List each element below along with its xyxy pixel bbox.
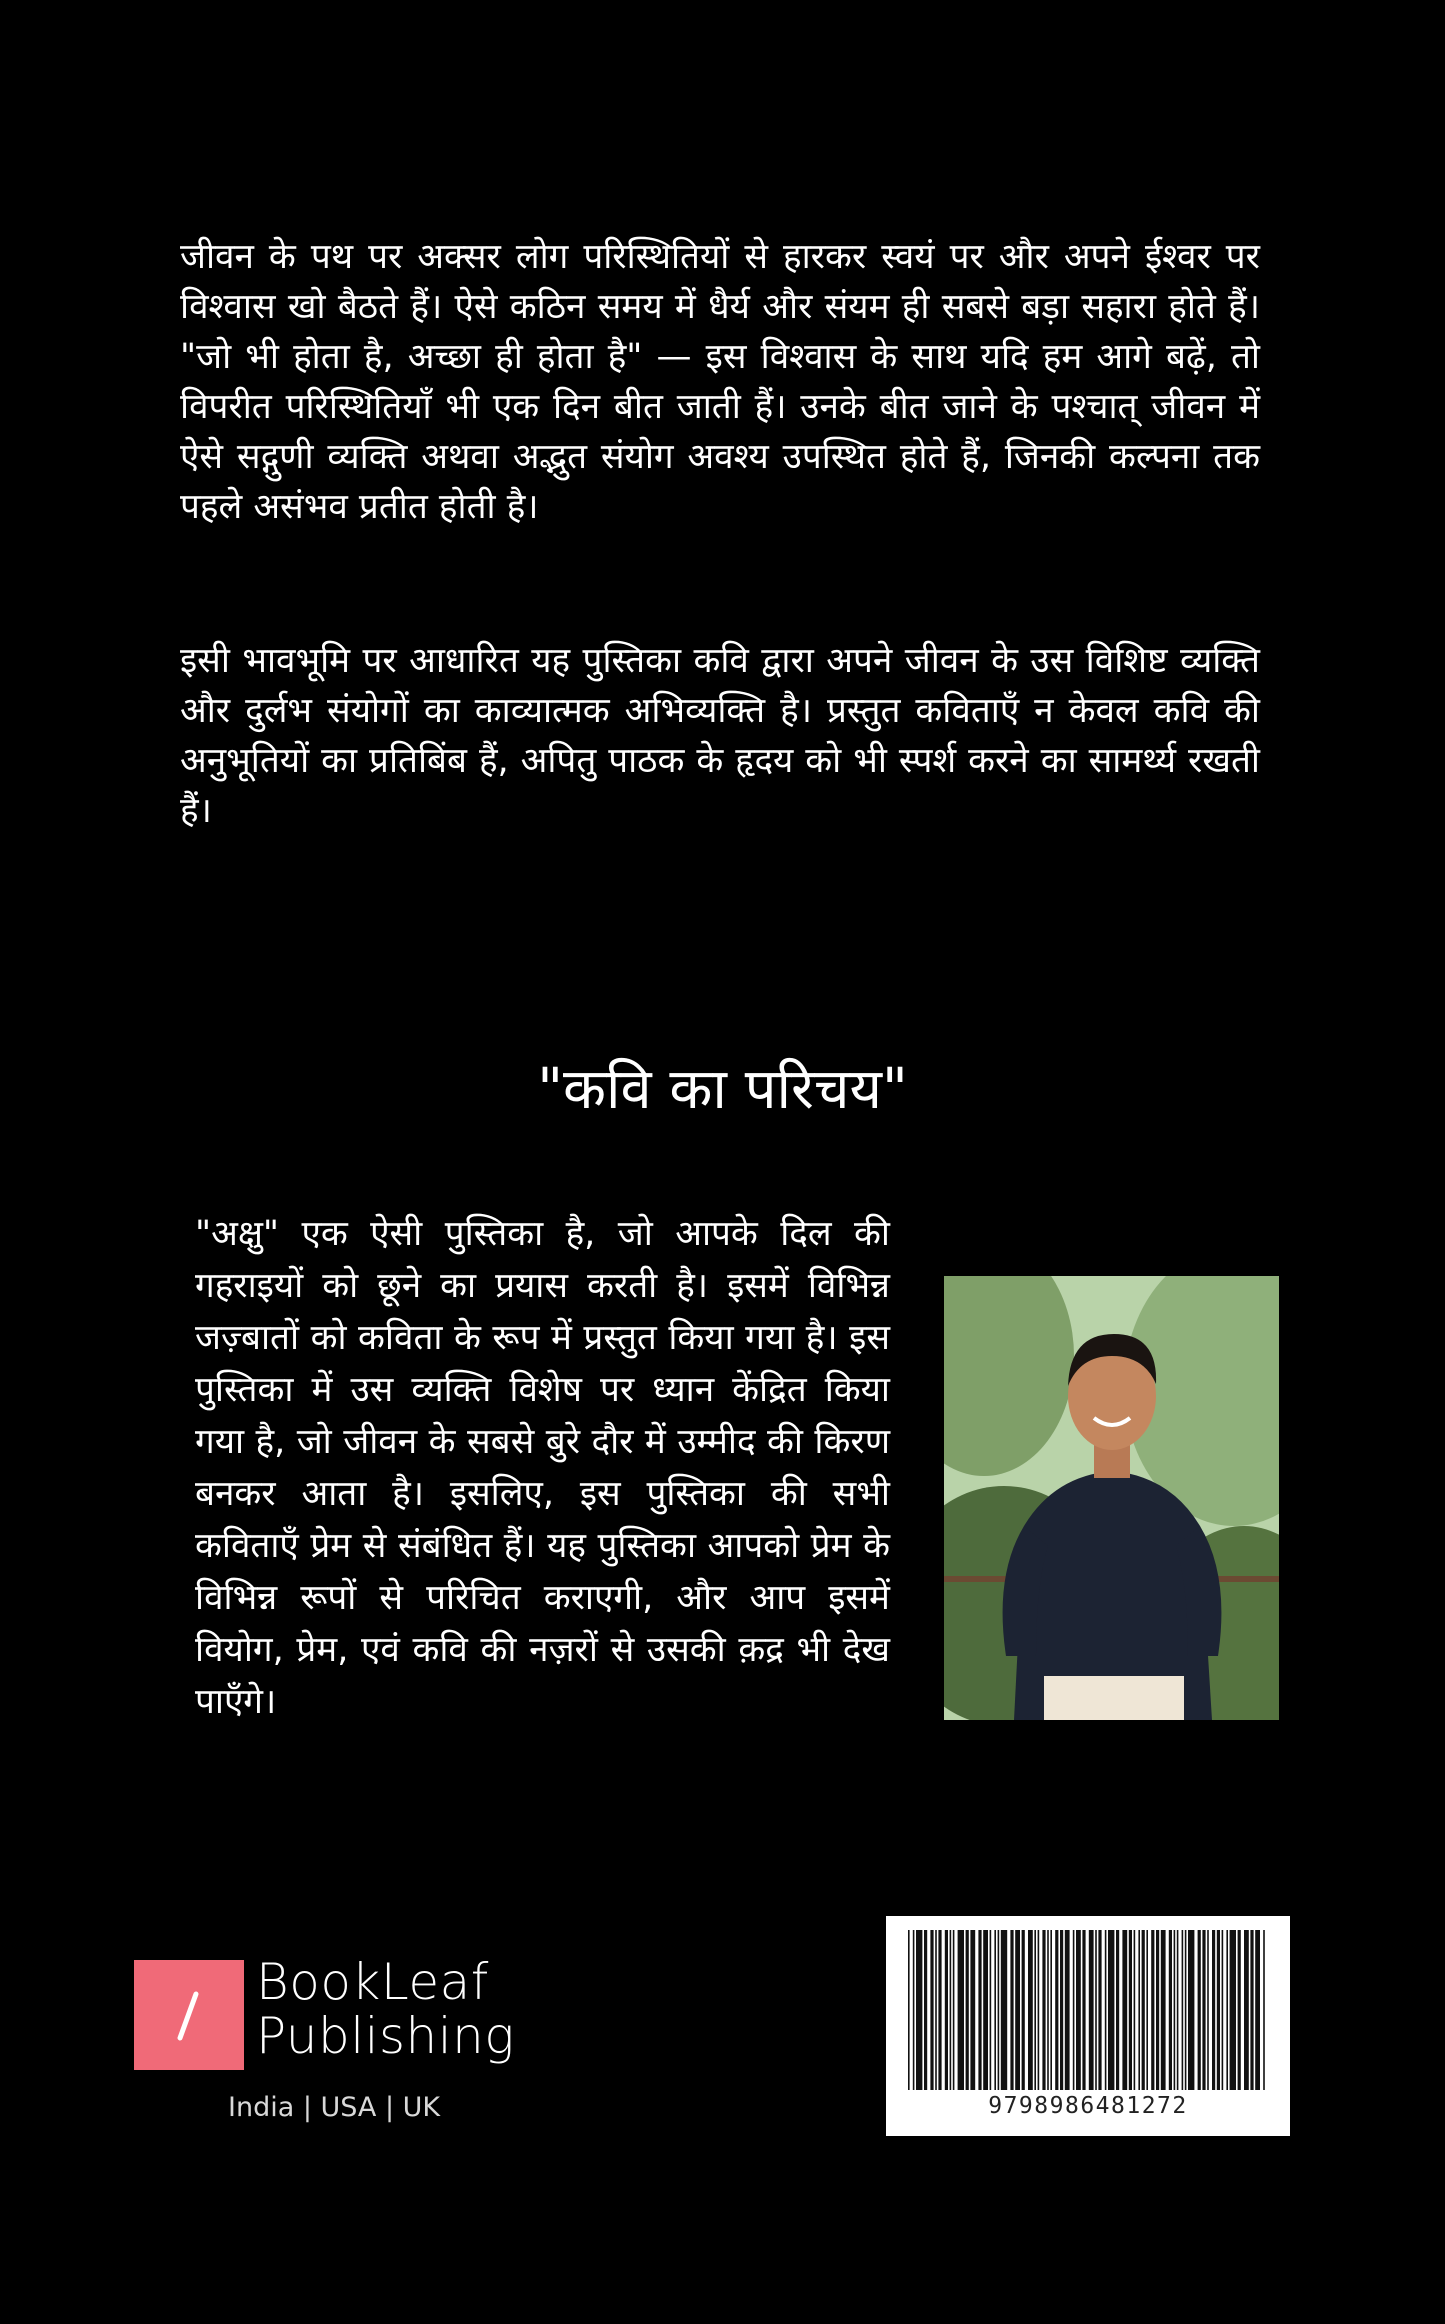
barcode-bar [1050, 1930, 1052, 2090]
barcode-bar [1038, 1930, 1040, 2090]
barcode-bar [1151, 1930, 1154, 2090]
barcode-bar [1177, 1930, 1179, 2090]
barcode-bar [913, 1930, 915, 2090]
barcode-bar [958, 1930, 964, 2090]
barcode-bar [1122, 1930, 1127, 2090]
barcode-bar [1134, 1930, 1136, 2090]
barcode-bar [1116, 1930, 1119, 2090]
barcode-bar [1263, 1930, 1265, 2090]
barcode-bar [1001, 1930, 1007, 2090]
barcode-bar [1185, 1930, 1187, 2090]
barcode-bar [1202, 1930, 1205, 2090]
barcode-bar [998, 1930, 1000, 2090]
barcode-bar [1250, 1930, 1253, 2090]
barcode-bar [1207, 1930, 1209, 2090]
barcode-bar [966, 1930, 969, 2090]
barcode-bar [953, 1930, 955, 2090]
barcode-bar [990, 1930, 992, 2090]
poet-intro-text: "अक्षु" एक ऐसी पुस्तिका है, जो आपके दिल की गहराइयों को छूने का प्रयास करती है। इसमें विभिन्न जज़्बातों को कविता के रूप में प्रस्तुत किया गया है। इस पुस्तिका में उस व्यक्ति विशेष पर ध्यान केंद्रित किया गया है, जो जीवन के सबसे बुरे दौर में उम्मीद की किरण बनकर आता है। इसलिए, इस पुस्तिका की सभी कविताएँ प्रेम से संबंधित हैं। यह पुस्तिका आपको प्रेम के विभिन्न रूपों से परिचित कराएगी, और आप इसमें वियोग, प्रेम, एवं कवि की नज़रों से उसकी क़द्र भी देख पाएँगे। [195, 1214, 890, 1722]
barcode-bar [1108, 1930, 1114, 2090]
barcode-bar [1010, 1930, 1013, 2090]
barcode-bar [930, 1930, 933, 2090]
barcode-bar [1142, 1930, 1145, 2090]
barcode-bar [1028, 1930, 1033, 2090]
barcode-bar [983, 1930, 988, 2090]
barcode-bar [1244, 1930, 1249, 2090]
barcode-bar [1226, 1930, 1228, 2090]
isbn-number: 9798986481272 [988, 2093, 1188, 2119]
barcode-bar [1098, 1930, 1101, 2090]
blurb-paragraph-1: जीवन के पथ पर अक्सर लोग परिस्थितियों से हारकर स्वयं पर और अपने ईश्वर पर विश्वास खो बैठते हैं। ऐसे कठिन समय में धैर्य और संयम ही सबसे बड़ा सहारा होते हैं। "जो भी होता है, अच्छा ही होता है" — इस विश्वास के साथ यदि हम आगे बढ़ें, तो विपरीत परिस्थितियाँ भी एक दिन बीत जाती हैं। उनके बीत जाने के पश्चात् जीवन में ऐसे सद्गुणी व्यक्ति अथवा अद्भुत संयोग अवश्य उपस्थित होते हैं, जिनकी कल्पना तक पहले असंभव प्रतीत होती है। [180, 237, 1260, 527]
publisher-logo-mark [134, 1960, 244, 2070]
barcode-bar [1095, 1930, 1097, 2090]
barcode-bar [1022, 1930, 1025, 2090]
barcode-bar [1060, 1930, 1063, 2090]
barcode-bar [1238, 1930, 1241, 2090]
barcode-bar [1089, 1930, 1094, 2090]
barcode-bar [1217, 1930, 1220, 2090]
isbn-barcode [886, 1916, 1290, 2136]
barcode-bar [916, 1930, 922, 2090]
barcode-bar [1212, 1930, 1215, 2090]
barcode-bar [950, 1930, 952, 2090]
barcode-bar [1073, 1930, 1075, 2090]
barcode-bar [994, 1930, 996, 2090]
publisher-logo [134, 1953, 534, 2123]
barcode-bar [1082, 1930, 1085, 2090]
barcode-bar [1076, 1930, 1081, 2090]
barcode-bar [1138, 1930, 1140, 2090]
barcode-bar [1105, 1930, 1107, 2090]
barcode-bar [924, 1930, 927, 2090]
barcode-bar [1182, 1930, 1184, 2090]
barcode-bar [1146, 1930, 1148, 2090]
barcode-bar [908, 1930, 910, 2090]
barcode-bar [970, 1930, 975, 2090]
barcode-bar [1042, 1930, 1045, 2090]
barcode-bar [1188, 1930, 1194, 2090]
barcode-bar [1156, 1930, 1159, 2090]
publisher-name-line-2: Publishing [256, 2007, 515, 2065]
barcode-bar [1161, 1930, 1166, 2090]
barcode-bar [1129, 1930, 1132, 2090]
barcode-bar [1174, 1930, 1176, 2090]
publisher-regions: India | USA | UK [228, 2092, 441, 2123]
blurb-paragraph-2: इसी भावभूमि पर आधारित यह पुस्तिका कवि द्वारा अपने जीवन के उस विशिष्ट व्यक्ति और दुर्लभ संयोगों का काव्यात्मक अभिव्यक्ति है। प्रस्तुत कविताएँ न केवल कवि की अनुभूतियों का प्रतिबिंब हैं, अपितु पाठक के हृदय को भी स्पर्श करने का सामर्थ्य रखती हैं। [180, 641, 1260, 831]
barcode-bar [1255, 1930, 1260, 2090]
barcode-bar [1222, 1930, 1224, 2090]
barcode-bar [1230, 1930, 1236, 2090]
barcode-bar [938, 1930, 941, 2090]
author-photo-illustration [944, 1276, 1279, 1720]
barcode-bar [1198, 1930, 1201, 2090]
barcode-bar [935, 1930, 937, 2090]
barcode-bar [945, 1930, 948, 2090]
barcode-bar [1034, 1930, 1036, 2090]
barcode-bar [978, 1930, 981, 2090]
barcode-bar [1047, 1930, 1049, 2090]
author-photo [944, 1276, 1279, 1720]
publisher-name-line-1: BookLeaf [256, 1953, 489, 2011]
poet-intro-title: "कवि का परिचय" [537, 1057, 908, 1122]
slash-icon [134, 1960, 244, 2070]
barcode-bar [1065, 1930, 1070, 2090]
barcode-bar [1055, 1930, 1058, 2090]
barcode-bar [1015, 1930, 1020, 2090]
barcode-bars [904, 1930, 1272, 2090]
barcode-bar [1169, 1930, 1172, 2090]
